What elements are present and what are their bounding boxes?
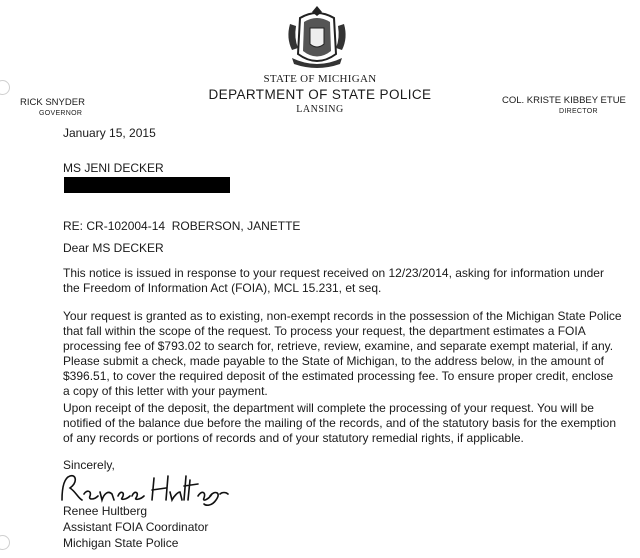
paragraph-deposit: Upon receipt of the deposit, the department will complete the processing of your request. You will be notified of the balance due before the mailing of the records, and of the statutory basis for the exemption of any records or portions of records and of your statutory remedial rights, if applicable.	[63, 401, 617, 445]
recipient-name: MS JENI DECKER	[63, 161, 164, 175]
signer-title: Assistant FOIA Coordinator	[63, 520, 209, 534]
paragraph-fee: Your request is granted as to existing, non-exempt records in the possession of the Michigan State Police that fall within the scope of the request. To process your request, the department estimates a FOIA processing fee of $793.02 to search for, retrieve, review, examine, and separate exempt material, if any. Please submit a check, made payable to the State of Michigan, to the address below, in the amount of $396.51, to cover the required deposit of the estimated processing fee. To ensure proper credit, enclose a copy of this letter with your payment.	[63, 309, 622, 398]
reference-line	[63, 219, 300, 234]
governor-title: GOVERNOR	[39, 110, 83, 117]
state-heading: STATE OF MICHIGAN	[263, 73, 377, 85]
reference-number: CR-102004-14	[86, 219, 166, 233]
department-heading: DEPARTMENT OF STATE POLICE	[208, 87, 432, 102]
director-title: DIRECTOR	[559, 108, 598, 115]
state-seal-emblem	[282, 4, 352, 72]
signer-name: Renee Hultberg	[63, 504, 148, 518]
punch-hole	[0, 535, 10, 550]
letter-date: January 15, 2015	[63, 126, 156, 140]
paragraph-notice: This notice is issued in response to your request received on 12/23/2014, asking for information under the Freedom of Information Act (FOIA), MCL 15.231, et seq.	[63, 266, 604, 295]
redacted-address-block	[64, 177, 230, 193]
salutation: Dear MS DECKER	[63, 241, 164, 255]
closing: Sincerely,	[63, 458, 115, 472]
governor-name: RICK SNYDER	[20, 97, 85, 108]
reference-label: RE:	[63, 219, 84, 233]
signer-organization: Michigan State Police	[63, 536, 179, 550]
reference-name: ROBERSON, JANETTE	[171, 219, 301, 233]
city-heading: LANSING	[296, 104, 344, 115]
director-name: COL. KRISTE KIBBEY ETUE	[502, 95, 626, 106]
